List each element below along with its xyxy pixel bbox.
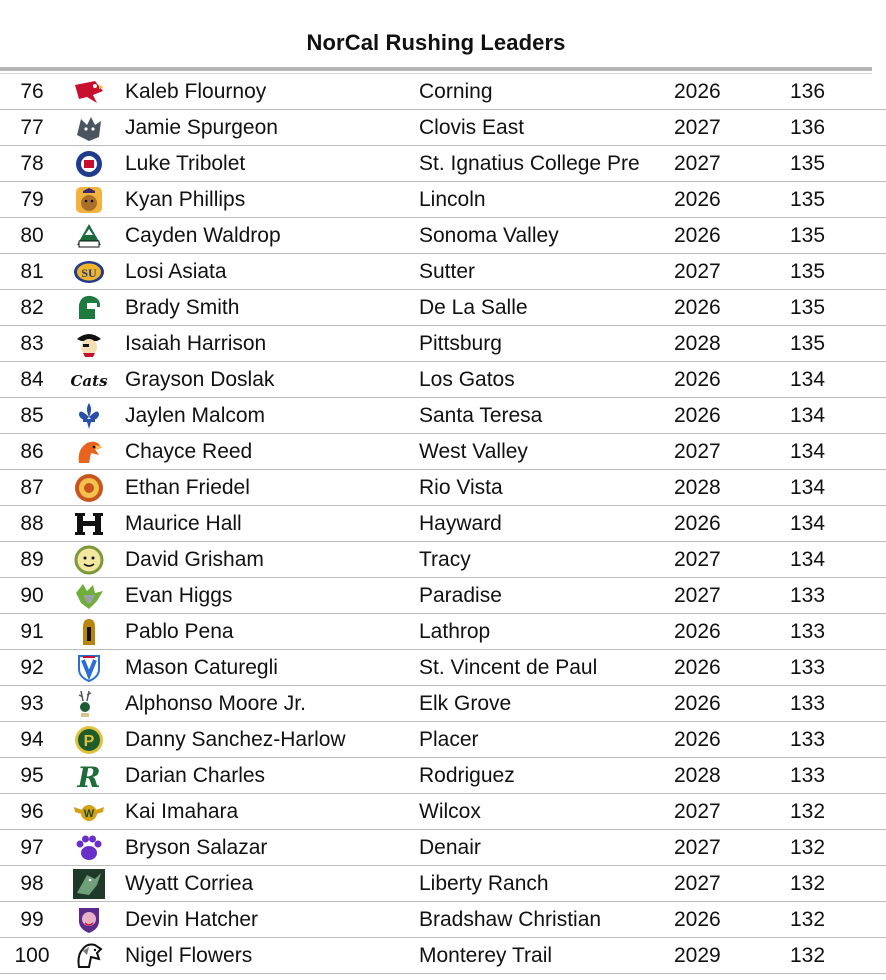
- rank-cell: 88: [20, 512, 44, 535]
- player-name: Mason Caturegli: [125, 656, 278, 679]
- elk-antler-icon: [73, 689, 105, 719]
- rushing-value: 134: [790, 440, 826, 463]
- class-year: 2027: [674, 800, 721, 823]
- class-year: 2027: [674, 872, 721, 895]
- player-name: Kaleb Flournoy: [125, 80, 267, 103]
- player-name: Ethan Friedel: [125, 476, 250, 499]
- school-name: Bradshaw Christian: [419, 908, 602, 931]
- player-name: Maurice Hall: [125, 512, 242, 535]
- svg-text:W: W: [83, 808, 95, 820]
- table-row: [0, 830, 886, 866]
- hawk-icon: [73, 869, 105, 899]
- class-year: 2026: [674, 908, 721, 931]
- class-year: 2026: [674, 224, 721, 247]
- rushing-value: 135: [790, 224, 826, 247]
- school-name: Sonoma Valley: [419, 224, 559, 247]
- rushing-value: 133: [790, 692, 826, 715]
- class-year: 2027: [674, 584, 721, 607]
- rushing-value: 132: [790, 800, 826, 823]
- table-row: [0, 758, 886, 794]
- seal-icon: [73, 473, 105, 503]
- rank-cell: 84: [20, 368, 44, 391]
- timberwolf-icon: [73, 113, 105, 143]
- player-name: Danny Sanchez-Harlow: [125, 728, 346, 751]
- table-row: [0, 866, 886, 902]
- player-name: Pablo Pena: [125, 620, 234, 643]
- rank-cell: 76: [20, 80, 44, 103]
- school-name: Lathrop: [419, 620, 491, 643]
- table-row: [0, 110, 886, 146]
- player-name: Evan Higgs: [125, 584, 233, 607]
- school-name: Elk Grove: [419, 692, 512, 715]
- school-name: Los Gatos: [419, 368, 515, 391]
- player-name: Jaylen Malcom: [125, 404, 266, 427]
- table-row: [0, 542, 886, 578]
- rushing-value: 135: [790, 296, 826, 319]
- player-name: Jamie Spurgeon: [125, 116, 278, 139]
- player-name: Isaiah Harrison: [125, 332, 267, 355]
- school-name: West Valley: [419, 440, 528, 463]
- table-row: [0, 254, 886, 290]
- rushing-value: 133: [790, 620, 826, 643]
- school-name: Santa Teresa: [419, 404, 543, 427]
- rank-cell: 94: [20, 728, 44, 751]
- rank-cell: 87: [20, 476, 44, 499]
- rank-cell: 99: [20, 908, 44, 931]
- rushing-value: 136: [790, 116, 826, 139]
- rank-cell: 93: [20, 692, 44, 715]
- rushing-value: 135: [790, 260, 826, 283]
- school-name: Liberty Ranch: [419, 872, 549, 895]
- school-name: Pittsburg: [419, 332, 502, 355]
- class-year: 2028: [674, 764, 721, 787]
- page-title: NorCal Rushing Leaders: [306, 30, 566, 55]
- svg-text:P: P: [83, 733, 95, 750]
- class-year: 2027: [674, 836, 721, 859]
- class-year: 2026: [674, 728, 721, 751]
- player-name: Nigel Flowers: [125, 944, 253, 967]
- spartan-icon: [73, 293, 105, 323]
- rushing-value: 134: [790, 404, 826, 427]
- paw-icon: [73, 833, 105, 863]
- mustang-icon: [73, 941, 105, 971]
- table-row: [0, 398, 886, 434]
- rushing-value: 134: [790, 512, 826, 535]
- w-wings-icon: [73, 797, 105, 827]
- spartan-helmet-icon: [73, 617, 105, 647]
- rushing-value: 135: [790, 332, 826, 355]
- rushing-value: 133: [790, 728, 826, 751]
- table-row: [0, 182, 886, 218]
- player-name: Brady Smith: [125, 296, 240, 319]
- rank-cell: 79: [20, 188, 44, 211]
- table-row: [0, 902, 886, 938]
- h-letter-icon: [73, 509, 105, 539]
- rushing-value: 133: [790, 584, 826, 607]
- class-year: 2026: [674, 80, 721, 103]
- rushing-value: 136: [790, 80, 826, 103]
- rank-cell: 86: [20, 440, 44, 463]
- rank-cell: 85: [20, 404, 44, 427]
- school-name: Placer: [419, 728, 479, 751]
- table-row: [0, 578, 886, 614]
- rank-cell: 92: [20, 656, 44, 679]
- rank-cell: 91: [20, 620, 44, 643]
- school-name: Rio Vista: [419, 476, 503, 499]
- rank-cell: 90: [20, 584, 44, 607]
- player-name: Luke Tribolet: [125, 152, 246, 175]
- class-year: 2029: [674, 944, 721, 967]
- table-row: [0, 614, 886, 650]
- rushing-value: 132: [790, 908, 826, 931]
- rushing-value: 134: [790, 476, 826, 499]
- school-name: Wilcox: [419, 800, 481, 823]
- rushing-value: 132: [790, 836, 826, 859]
- school-name: Denair: [419, 836, 481, 859]
- rushing-value: 132: [790, 872, 826, 895]
- table-row: [0, 434, 886, 470]
- class-year: 2026: [674, 188, 721, 211]
- rank-cell: 100: [14, 944, 50, 967]
- header-divider: [0, 67, 872, 71]
- school-name: Corning: [419, 80, 493, 103]
- class-year: 2026: [674, 296, 721, 319]
- player-name: Devin Hatcher: [125, 908, 259, 931]
- school-name: Lincoln: [419, 188, 486, 211]
- school-name: Monterey Trail: [419, 944, 553, 967]
- bobcat-icon: [73, 581, 105, 611]
- class-year: 2028: [674, 476, 721, 499]
- crest-icon: [73, 149, 105, 179]
- rushing-value: 133: [790, 764, 826, 787]
- dragon-icon: [73, 221, 105, 251]
- bulldog-icon: [73, 545, 105, 575]
- rushing-value: 133: [790, 656, 826, 679]
- table-row: [0, 470, 886, 506]
- p-circle-icon: [73, 725, 105, 755]
- v-shield-icon: [73, 653, 105, 683]
- class-year: 2027: [674, 152, 721, 175]
- school-name: Hayward: [419, 512, 502, 535]
- pirate-icon: [73, 329, 105, 359]
- rank-cell: 82: [20, 296, 44, 319]
- svg-text:Cats: Cats: [70, 372, 108, 390]
- player-name: David Grisham: [125, 548, 264, 571]
- player-name: Wyatt Corriea: [125, 872, 254, 895]
- school-name: De La Salle: [419, 296, 528, 319]
- rushing-value: 132: [790, 944, 826, 967]
- class-year: 2026: [674, 512, 721, 535]
- school-name: Paradise: [419, 584, 502, 607]
- class-year: 2026: [674, 692, 721, 715]
- rank-cell: 81: [20, 260, 44, 283]
- table-row: [0, 290, 886, 326]
- school-name: Tracy: [419, 548, 471, 571]
- table-row: [0, 218, 886, 254]
- rank-cell: 77: [20, 116, 44, 139]
- player-name: Grayson Doslak: [125, 368, 275, 391]
- class-year: 2027: [674, 260, 721, 283]
- class-year: 2027: [674, 548, 721, 571]
- fleur-de-lis-icon: [73, 401, 105, 431]
- table-row: [0, 326, 886, 362]
- table-row: [0, 650, 886, 686]
- class-year: 2026: [674, 368, 721, 391]
- svg-text:R: R: [77, 761, 101, 794]
- r-letter-icon: [73, 761, 105, 794]
- rushing-value: 135: [790, 188, 826, 211]
- player-name: Kai Imahara: [125, 800, 239, 823]
- rushing-value: 134: [790, 368, 826, 391]
- player-name: Chayce Reed: [125, 440, 253, 463]
- svg-text:SU: SU: [81, 266, 97, 280]
- class-year: 2028: [674, 332, 721, 355]
- class-year: 2027: [674, 440, 721, 463]
- table-row: [0, 362, 886, 398]
- rushing-value: 135: [790, 152, 826, 175]
- table-row: [0, 146, 886, 182]
- school-name: St. Vincent de Paul: [419, 656, 598, 679]
- rank-cell: 96: [20, 800, 44, 823]
- player-name: Kyan Phillips: [125, 188, 246, 211]
- leaders-table: [0, 74, 886, 974]
- player-name: Cayden Waldrop: [125, 224, 281, 247]
- rank-cell: 97: [20, 836, 44, 859]
- eagle-icon: [73, 437, 105, 467]
- school-name: Rodriguez: [419, 764, 515, 787]
- lion-shield-icon: [73, 905, 105, 935]
- player-name: Darian Charles: [125, 764, 266, 787]
- table-row: [0, 686, 886, 722]
- cardinal-icon: [73, 77, 105, 107]
- rank-cell: 83: [20, 332, 44, 355]
- table-row: [0, 722, 886, 758]
- school-name: St. Ignatius College Pre: [419, 152, 640, 175]
- rank-cell: 95: [20, 764, 44, 787]
- rushing-value: 134: [790, 548, 826, 571]
- lion-icon: [73, 185, 105, 215]
- su-icon: [73, 257, 105, 287]
- player-name: Bryson Salazar: [125, 836, 268, 859]
- class-year: 2026: [674, 620, 721, 643]
- class-year: 2027: [674, 116, 721, 139]
- player-name: Losi Asiata: [125, 260, 227, 283]
- table-row: [0, 74, 886, 110]
- player-name: Alphonso Moore Jr.: [125, 692, 306, 715]
- table-row: [0, 938, 886, 974]
- table-row: [0, 794, 886, 830]
- rank-cell: 98: [20, 872, 44, 895]
- rank-cell: 80: [20, 224, 44, 247]
- class-year: 2026: [674, 404, 721, 427]
- cats-script-icon: [70, 365, 108, 395]
- class-year: 2026: [674, 656, 721, 679]
- school-name: Clovis East: [419, 116, 525, 139]
- rank-cell: 89: [20, 548, 44, 571]
- rank-cell: 78: [20, 152, 44, 175]
- table-row: [0, 506, 886, 542]
- school-name: Sutter: [419, 260, 476, 283]
